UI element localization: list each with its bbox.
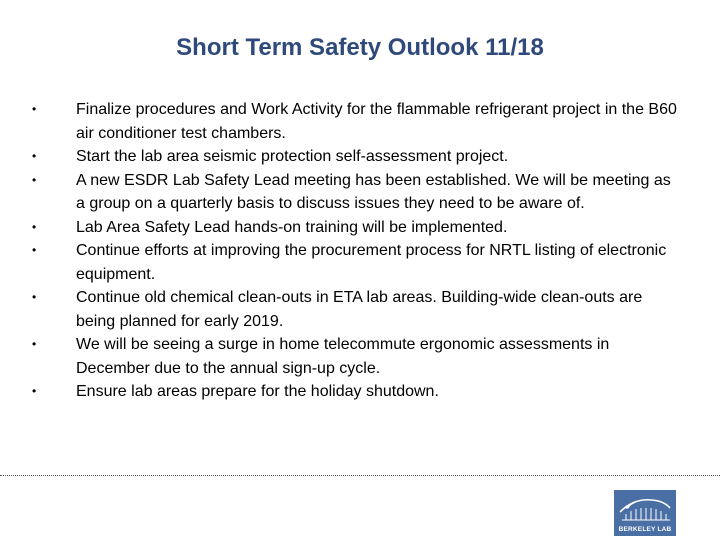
berkeley-lab-logo [614,490,676,536]
bullet-dot: • [32,384,37,398]
bullet-item [32,380,682,404]
bullet-text: Finalize procedures and Work Activity for the flammable refrigerant project in the B60 air conditioner test chambers. [76,101,677,142]
bullet-list [32,98,682,404]
bullet-text: Continue efforts at improving the procurement process for NRTL listing of electronic equipment. [76,242,667,283]
bullet-dot: • [32,290,37,304]
bullet-text: Continue old chemical clean-outs in ETA lab areas. Building-wide clean-outs are being planned for early 2019. [76,289,643,330]
bullet-text: Ensure lab areas prepare for the holiday shutdown. [76,383,439,400]
bullet-item [32,216,682,240]
bullet-text: Start the lab area seismic protection self-assessment project. [76,148,509,165]
bullet-item [32,286,682,333]
bullet-item [32,98,682,145]
bullet-text: We will be seeing a surge in home telecommute ergonomic assessments in December due to the annual sign-up cycle. [76,336,610,377]
bullet-dot: • [32,337,37,351]
bullet-item [32,145,682,169]
footer-divider [0,475,720,476]
slide-title: Short Term Safety Outlook 11/18 [176,34,544,61]
bullet-dot: • [32,149,37,163]
bullet-dot: • [32,219,37,234]
bullet-dot: • [32,243,37,257]
bullet-text: A new ESDR Lab Safety Lead meeting has been established. We will be meeting as a group on a quarterly basis to discuss issues they need to be aware of. [76,171,671,212]
bullet-item [32,169,682,216]
bullet-item [32,333,682,380]
logo-text: BERKELEY LAB [618,526,672,533]
bullet-dot: • [32,172,37,187]
bullet-item [32,239,682,286]
bullet-dot: • [32,102,37,116]
bullet-text: Lab Area Safety Lead hands-on training will be implemented. [76,218,508,236]
